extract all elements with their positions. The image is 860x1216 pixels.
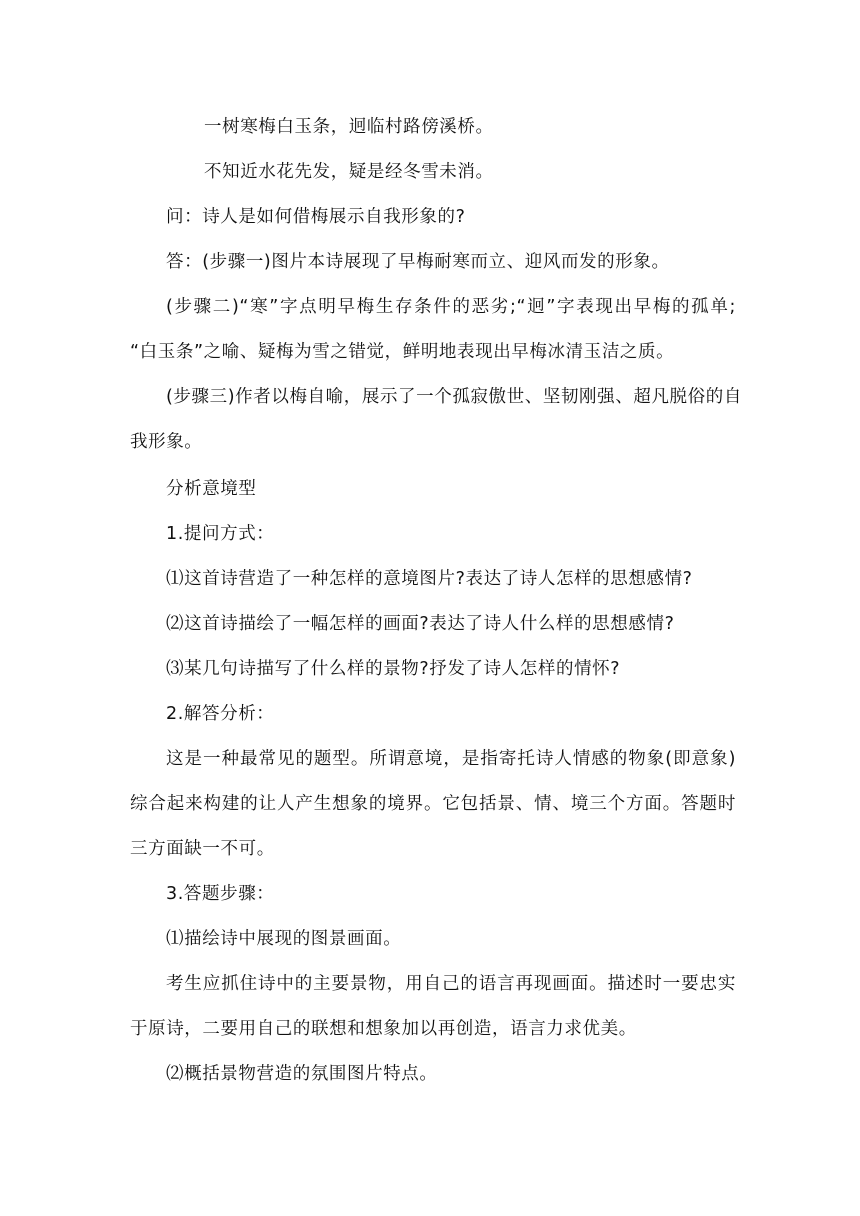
subheading-steps: 3.答题步骤： — [166, 884, 275, 904]
answer-step-1: 答：(步骤一)图片本诗展现了早梅耐寒而立、迎风而发的形象。 — [166, 252, 670, 272]
subheading-analysis: 2.解答分析： — [166, 704, 275, 724]
section-heading: 分析意境型 — [166, 479, 257, 499]
answer-step-3-line-2: 我形象。 — [130, 432, 203, 452]
subheading-question-method: 1.提问方式： — [166, 524, 275, 544]
poem-line-1: 一树寒梅白玉条，迥临村路傍溪桥。 — [204, 117, 494, 137]
analysis-line-2: 综合起来构建的让人产生想象的境界。它包括景、情、境三个方面。答题时 — [130, 794, 736, 814]
step-description-line-2: 于原诗，二要用自己的联想和想象加以再创造，语言力求优美。 — [130, 1019, 637, 1039]
question-item-2: ⑵这首诗描绘了一幅怎样的画面?表达了诗人什么样的思想感情? — [166, 614, 675, 634]
question-text: 问：诗人是如何借梅展示自我形象的? — [166, 207, 466, 227]
question-item-1: ⑴这首诗营造了一种怎样的意境图片?表达了诗人怎样的思想感情? — [166, 569, 693, 589]
step-item-1: ⑴描绘诗中展现的图景画面。 — [166, 929, 402, 949]
analysis-line-3: 三方面缺一不可。 — [130, 839, 275, 859]
poem-line-2: 不知近水花先发，疑是经冬雪未消。 — [204, 162, 494, 182]
question-item-3: ⑶某几句诗描写了什么样的景物?抒发了诗人怎样的情怀? — [166, 659, 621, 679]
step-description-line-1: 考生应抓住诗中的主要景物，用自己的语言再现画面。描述时一要忠实 — [166, 974, 736, 994]
answer-step-2-line-2: “白玉条”之喻、疑梅为雪之错觉，鲜明地表现出早梅冰清玉洁之质。 — [130, 342, 675, 362]
step-item-2: ⑵概括景物营造的氛围图片特点。 — [166, 1064, 438, 1084]
analysis-line-1: 这是一种最常见的题型。所谓意境，是指寄托诗人情感的物象(即意象) — [166, 749, 736, 769]
answer-step-3-line-1: (步骤三)作者以梅自喻，展示了一个孤寂傲世、坚韧刚强、超凡脱俗的自 — [166, 387, 742, 407]
answer-step-2-line-1: (步骤二)“寒”字点明早梅生存条件的恶劣;“迥”字表现出早梅的孤单; — [166, 297, 736, 317]
